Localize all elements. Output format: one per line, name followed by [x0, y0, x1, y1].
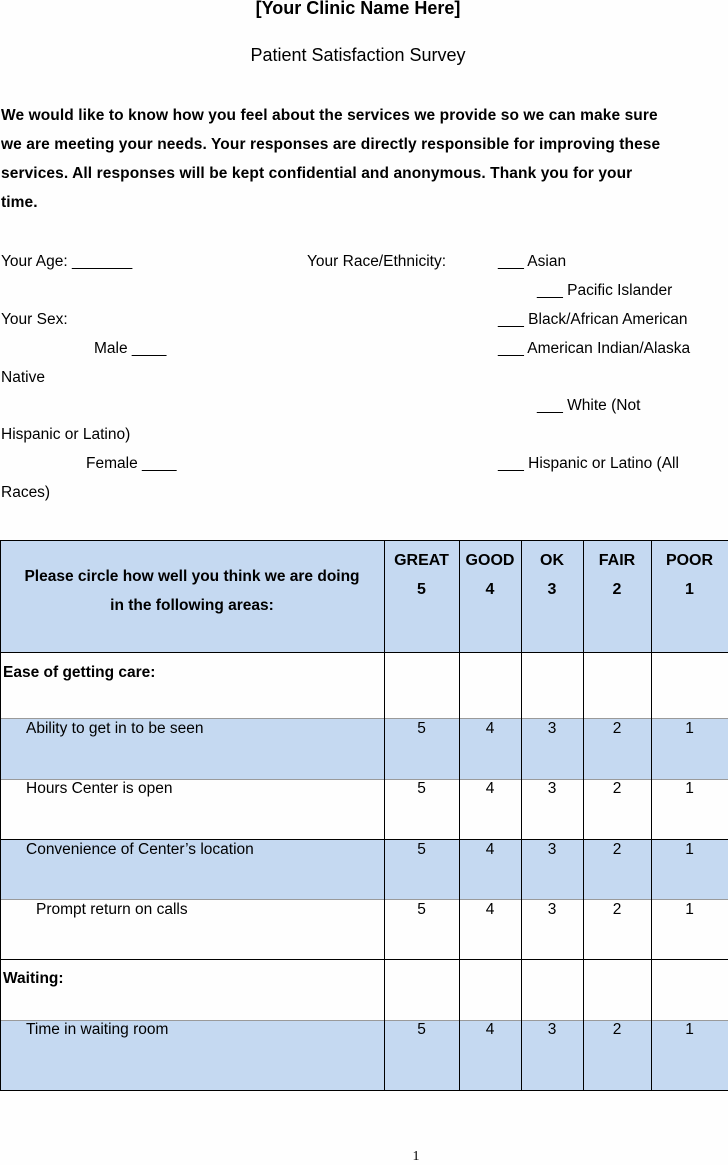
rule: [0, 959, 728, 960]
row-label: Prompt return on calls: [36, 901, 188, 918]
age-field[interactable]: Your Age: _______: [1, 253, 133, 270]
column-label: POOR: [665, 552, 714, 569]
rule: [521, 540, 522, 1091]
table-instruction: [0, 562, 384, 620]
rule: [0, 1090, 728, 1091]
sex-option-female[interactable]: Female ____: [86, 455, 177, 472]
row-label: Time in waiting room: [26, 1021, 169, 1038]
column-label: OK: [540, 552, 564, 569]
sex-option-male[interactable]: Male ____: [94, 340, 167, 357]
row-label: Convenience of Center’s location: [26, 841, 254, 858]
score-3[interactable]: 3: [547, 720, 557, 737]
score-2[interactable]: 2: [612, 720, 622, 737]
rule: [384, 540, 385, 1091]
intro-line-3: services. All responses will be kept confidential and anonymous. Thank you for your: [1, 165, 633, 182]
score-4[interactable]: 4: [485, 841, 495, 858]
intro-line-1: We would like to know how you feel about the services we provide so we can make sure: [1, 107, 658, 124]
intro-line-2: we are meeting your needs. Your responses are directly responsible for improving these: [1, 136, 661, 153]
column-label: GREAT: [394, 552, 449, 569]
column-score: 4: [485, 581, 495, 598]
race-option-black[interactable]: ___ Black/African American: [498, 311, 688, 328]
rule: [0, 899, 728, 900]
score-4[interactable]: 4: [485, 901, 495, 918]
race-label: Your Race/Ethnicity:: [307, 253, 447, 270]
score-2[interactable]: 2: [612, 780, 622, 797]
survey-title: Patient Satisfaction Survey: [250, 45, 466, 65]
score-2[interactable]: 2: [612, 1021, 622, 1038]
score-1[interactable]: 1: [685, 720, 694, 737]
score-1[interactable]: 1: [685, 1021, 694, 1038]
score-4[interactable]: 4: [485, 720, 495, 737]
score-4[interactable]: 4: [485, 1021, 495, 1038]
race-option-hispanic-cont: Races): [1, 484, 51, 501]
race-option-native[interactable]: ___ American Indian/Alaska: [498, 340, 691, 357]
score-2[interactable]: 2: [612, 901, 622, 918]
sex-label: Your Sex:: [1, 311, 68, 328]
rule: [0, 652, 728, 653]
column-header-poor: [651, 546, 728, 604]
score-1[interactable]: 1: [685, 841, 694, 858]
score-5[interactable]: 5: [417, 720, 426, 737]
column-label: GOOD: [465, 552, 515, 569]
rule: [651, 540, 652, 1091]
race-option-white-cont: Hispanic or Latino): [1, 426, 131, 443]
rule: [0, 839, 728, 840]
rule: [0, 540, 728, 541]
row-label: Hours Center is open: [26, 780, 173, 797]
column-header-good: [459, 546, 521, 604]
score-4[interactable]: 4: [485, 780, 495, 797]
column-header-fair: [583, 546, 651, 604]
column-header-great: [384, 546, 459, 604]
rule: [0, 718, 728, 719]
score-3[interactable]: 3: [547, 780, 557, 797]
column-header-ok: [521, 546, 583, 604]
score-1[interactable]: 1: [685, 780, 694, 797]
rule: [583, 540, 584, 1091]
score-1[interactable]: 1: [685, 901, 694, 918]
column-label: FAIR: [598, 552, 636, 569]
page-number: 1: [412, 1149, 420, 1164]
section-heading: Ease of getting care:: [3, 664, 156, 681]
column-score: 2: [612, 581, 622, 598]
score-2[interactable]: 2: [612, 841, 622, 858]
score-5[interactable]: 5: [417, 841, 426, 858]
race-option-asian[interactable]: ___ Asian: [498, 253, 567, 270]
ratings-table: [0, 540, 728, 1091]
instruction-line-2: in the following areas:: [110, 597, 274, 614]
rule: [459, 540, 460, 1091]
clinic-name: [Your Clinic Name Here]: [255, 0, 461, 18]
race-option-native-cont: Native: [1, 369, 45, 386]
score-3[interactable]: 3: [547, 841, 557, 858]
column-score: 5: [417, 581, 426, 598]
score-5[interactable]: 5: [417, 780, 426, 797]
race-option-hispanic[interactable]: ___ Hispanic or Latino (All: [498, 455, 679, 472]
row-label: Ability to get in to be seen: [26, 720, 204, 737]
rule: [0, 540, 1, 1091]
score-3[interactable]: 3: [547, 901, 557, 918]
section-heading: Waiting:: [3, 970, 64, 987]
score-5[interactable]: 5: [417, 1021, 426, 1038]
score-5[interactable]: 5: [417, 901, 426, 918]
race-option-white[interactable]: ___ White (Not: [537, 397, 641, 414]
instruction-line-1: Please circle how well you think we are doing: [24, 568, 360, 585]
score-3[interactable]: 3: [547, 1021, 557, 1038]
column-score: 3: [547, 581, 557, 598]
column-score: 1: [685, 581, 694, 598]
race-option-pacific[interactable]: ___ Pacific Islander: [537, 282, 673, 299]
intro-line-4: time.: [1, 194, 38, 211]
